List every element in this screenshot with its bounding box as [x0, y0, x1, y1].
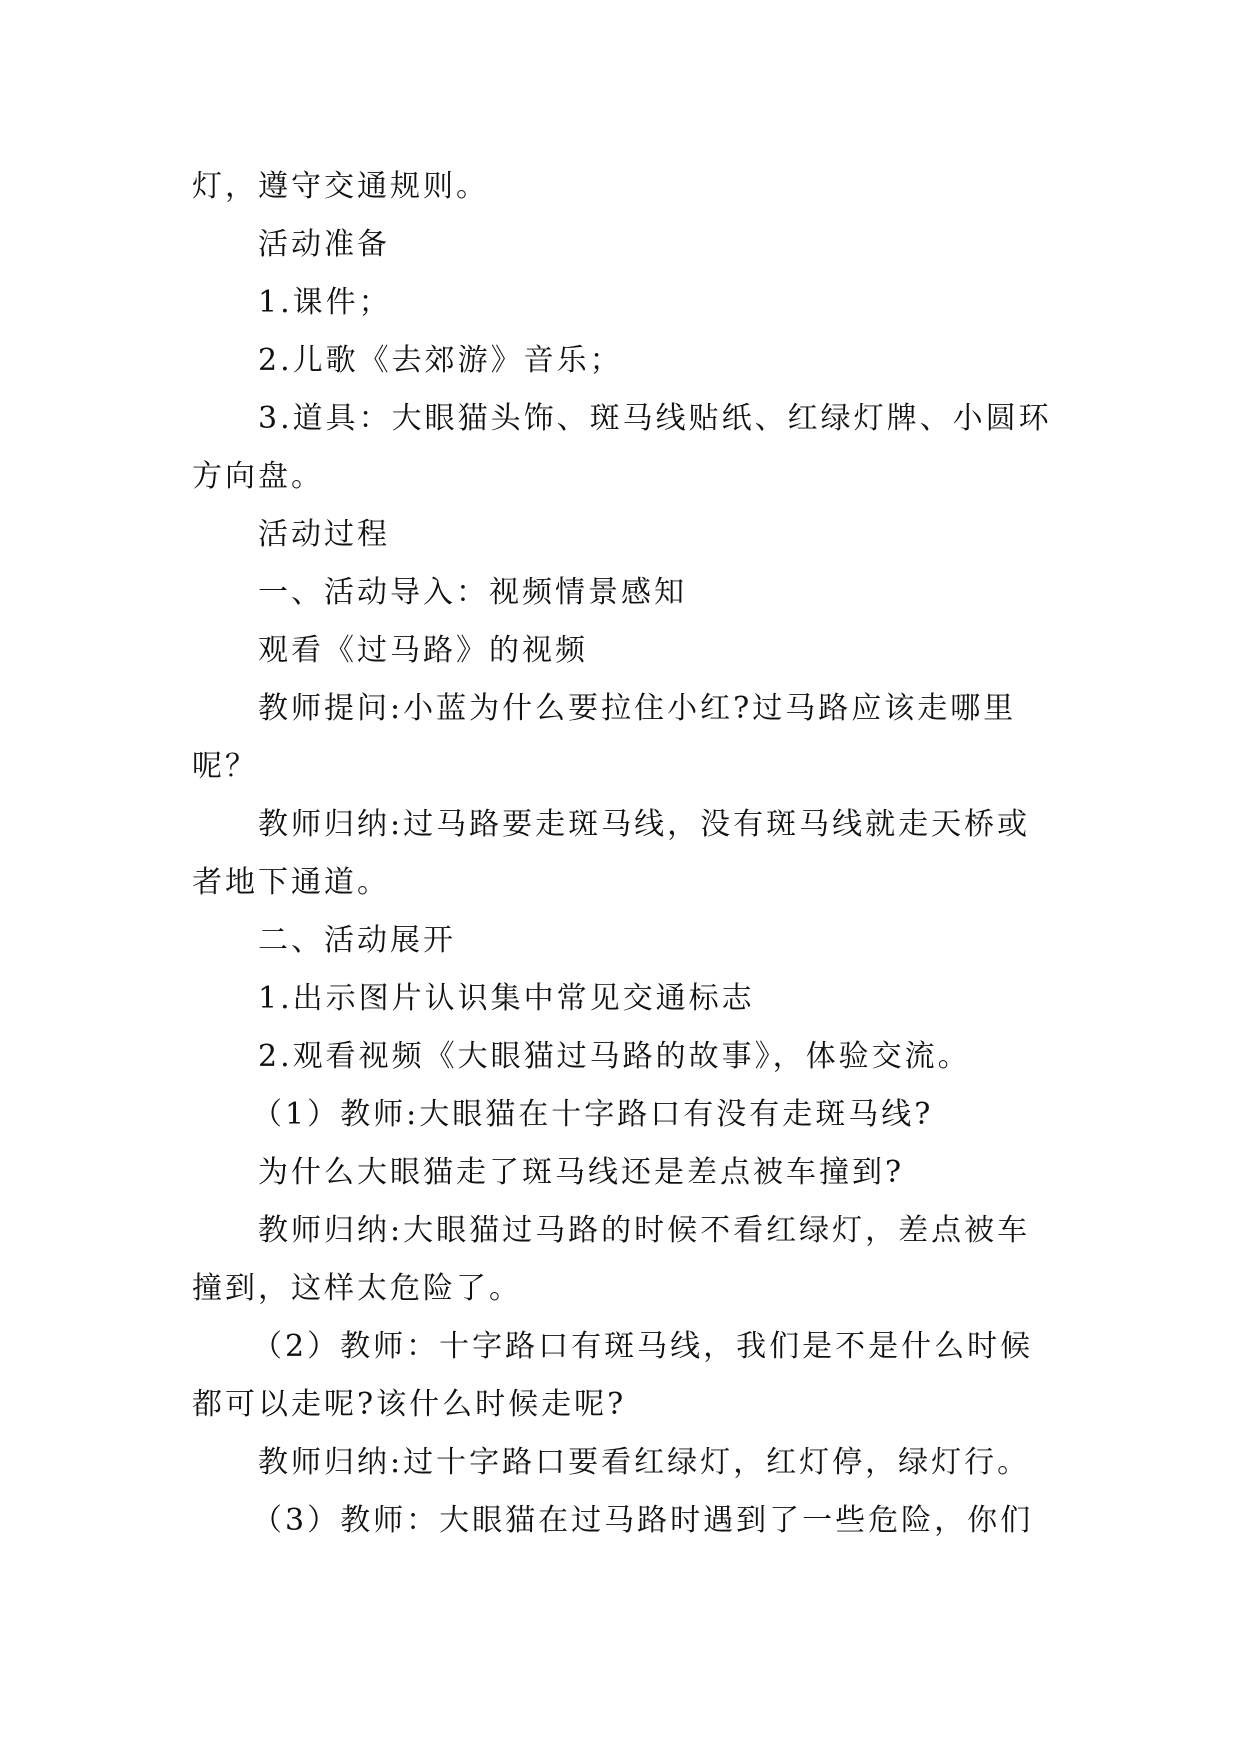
- list-item: 3.道具：大眼猫头饰、斑马线贴纸、红绿灯牌、小圆环: [258, 401, 1052, 436]
- subsection-heading: 二、活动展开: [258, 923, 456, 958]
- text-line: 教师提问:小蓝为什么要拉住小红?过马路应该走哪里: [258, 691, 1017, 726]
- list-item: 2.儿歌《去郊游》音乐；: [258, 343, 623, 378]
- document-body: [192, 158, 1052, 1550]
- text-line: （1）教师:大眼猫在十字路口有没有走斑马线?: [252, 1097, 934, 1132]
- text-line: 为什么大眼猫走了斑马线还是差点被车撞到?: [258, 1155, 905, 1190]
- section-heading-preparation: 活动准备: [258, 227, 390, 262]
- text-line: 都可以走呢?该什么时候走呢?: [192, 1387, 627, 1422]
- list-item: 2.观看视频《大眼猫过马路的故事》，体验交流。: [258, 1039, 971, 1074]
- text-line: 呢？: [192, 749, 258, 784]
- text-line: 观看《过马路》的视频: [258, 633, 588, 668]
- section-heading-process: 活动过程: [258, 517, 390, 552]
- text-line: 灯，遵守交通规则。: [192, 169, 489, 204]
- text-line: 教师归纳:过十字路口要看红绿灯，红灯停，绿灯行。: [258, 1445, 1031, 1480]
- text-line: （3）教师：大眼猫在过马路时遇到了一些危险，你们: [252, 1503, 1034, 1538]
- list-item: 1.课件；: [258, 285, 392, 320]
- list-item: 1.出示图片认识集中常见交通标志: [258, 981, 755, 1016]
- text-line: 方向盘。: [192, 459, 324, 494]
- text-line: 撞到，这样太危险了。: [192, 1271, 522, 1306]
- text-line: 教师归纳:大眼猫过马路的时候不看红绿灯，差点被车: [258, 1213, 1031, 1248]
- subsection-heading: 一、活动导入：视频情景感知: [258, 575, 687, 610]
- text-line: （2）教师：十字路口有斑马线，我们是不是什么时候: [252, 1329, 1034, 1364]
- text-line: 教师归纳:过马路要走斑马线，没有斑马线就走天桥或: [258, 807, 1031, 842]
- text-line: 者地下通道。: [192, 865, 390, 900]
